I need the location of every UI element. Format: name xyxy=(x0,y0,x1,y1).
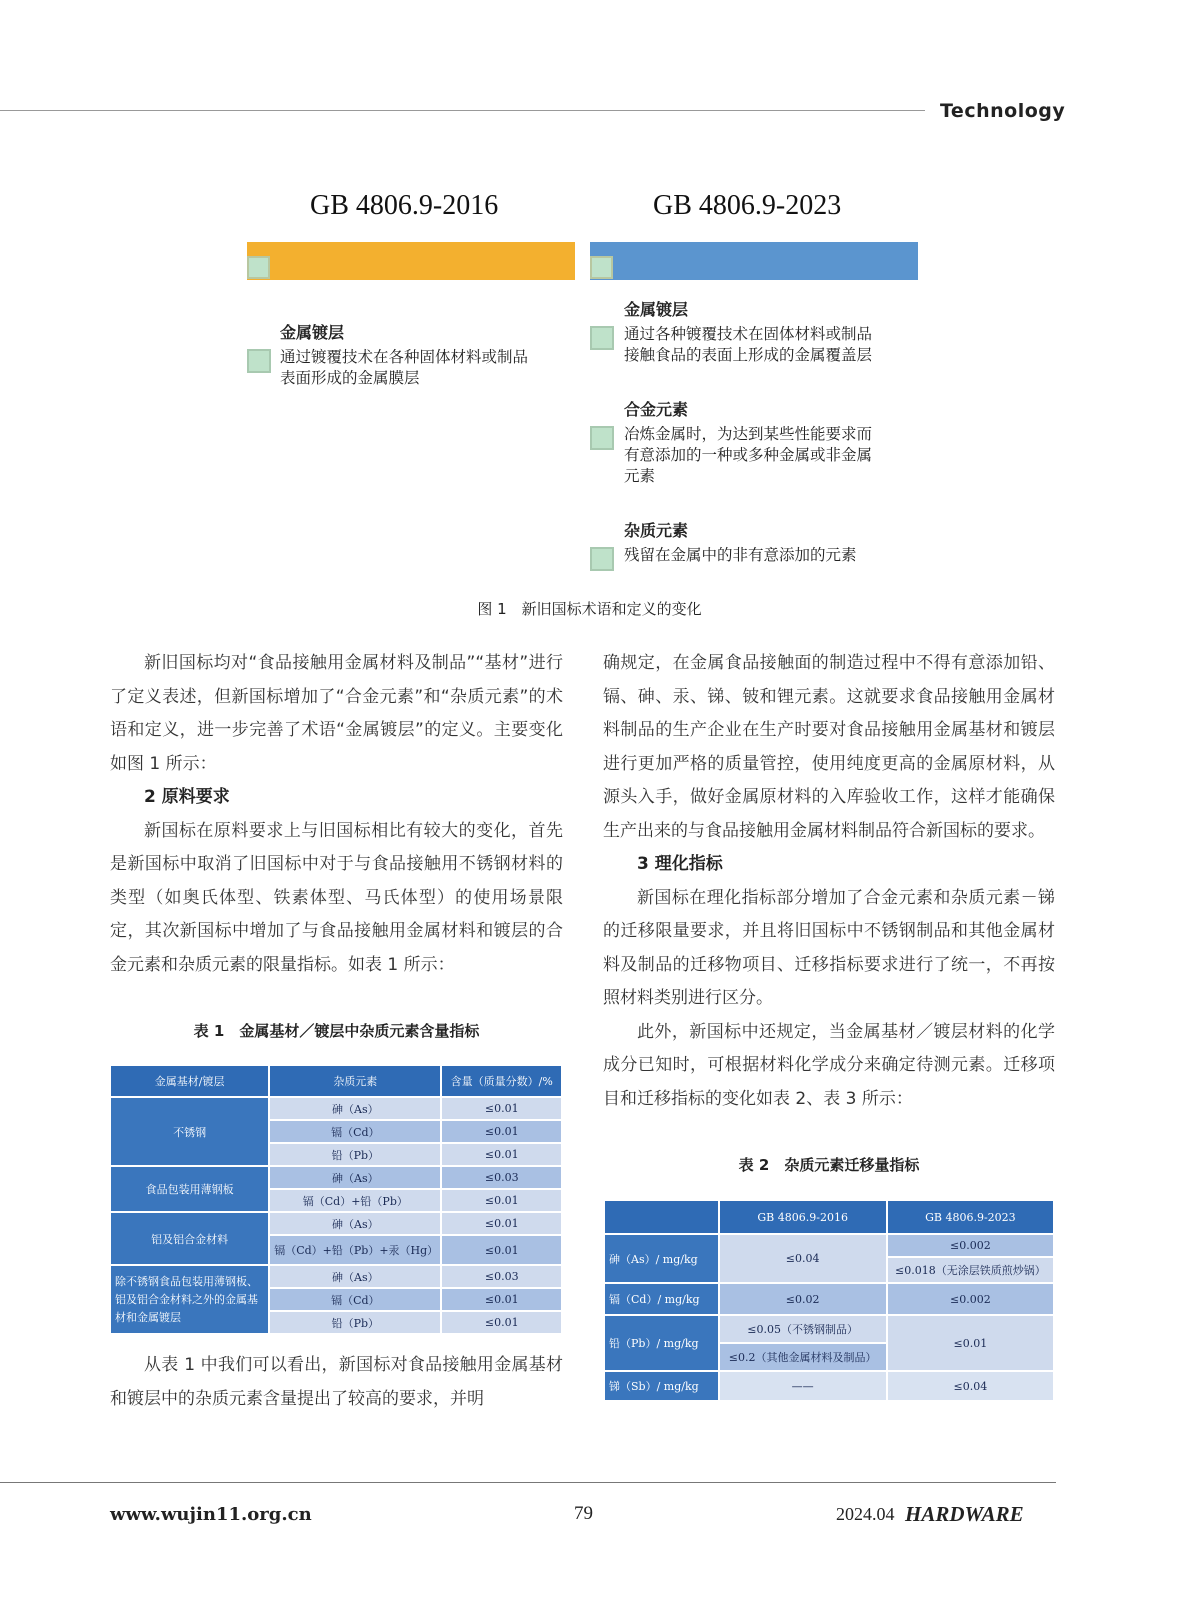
term-definition-line: 通过镀覆技术在各种固体材料或制品 xyxy=(280,348,529,366)
footer-rule xyxy=(0,1482,1056,1483)
table2-cell: ≤0.002 xyxy=(887,1283,1054,1315)
table1 xyxy=(109,1064,563,1335)
section-heading-2: 2 原料要求 xyxy=(144,787,230,807)
new-term-metal-coating xyxy=(590,297,872,366)
table1-cell: ≤0.01 xyxy=(441,1143,562,1166)
issue-date: 2024.04 xyxy=(836,1504,895,1524)
section-label: Technology xyxy=(940,100,1066,122)
term-definition-line: 元素 xyxy=(624,467,656,485)
section-heading-3: 3 理化指标 xyxy=(637,854,723,874)
table1-caption: 表 1 金属基材／镀层中杂质元素含量指标 xyxy=(193,1022,480,1040)
term-marker xyxy=(590,547,614,571)
table2-header: GB 4806.9-2023 xyxy=(887,1200,1054,1234)
table2-cell: ≤0.002 xyxy=(887,1234,1054,1257)
table1-header: 含量（质量分数）/% xyxy=(441,1065,562,1097)
table1-cell: 铅（Pb） xyxy=(269,1311,441,1334)
term-definition-line: 冶炼金属时，为达到某些性能要求而 xyxy=(624,425,873,443)
table1-header: 杂质元素 xyxy=(269,1065,441,1097)
term-title: 金属镀层 xyxy=(624,300,689,319)
header-rule xyxy=(0,110,925,111)
table2-cell: ≤0.04 xyxy=(887,1371,1054,1401)
term-definition-line: 有意添加的一种或多种金属或非金属 xyxy=(624,446,873,464)
table1-group-name: 食品包装用薄钢板 xyxy=(110,1166,269,1212)
table2-row-label: 锑（Sb）/ mg/kg xyxy=(604,1371,719,1401)
term-definition-line: 接触食品的表面上形成的金属覆盖层 xyxy=(624,346,873,364)
table2-row-label: 铅（Pb）/ mg/kg xyxy=(604,1315,719,1371)
term-marker xyxy=(247,349,271,373)
term-marker xyxy=(590,326,614,350)
term-title: 金属镀层 xyxy=(280,323,345,342)
term-definition-line: 表面形成的金属膜层 xyxy=(280,369,420,387)
table1-cell: 镉（Cd） xyxy=(269,1288,441,1311)
figure-caption: 图 1 新旧国标术语和定义的变化 xyxy=(477,600,702,618)
table2-row-label: 砷（As）/ mg/kg xyxy=(604,1234,719,1283)
table1-group-name: 不锈钢 xyxy=(110,1097,269,1166)
table1-cell: 砷（As） xyxy=(269,1265,441,1288)
table1-cell: ≤0.01 xyxy=(441,1288,562,1311)
table1-cell: 砷（As） xyxy=(269,1166,441,1189)
table1-cell: ≤0.01 xyxy=(441,1212,562,1235)
table1-cell: 镉（Cd）+铅（Pb）+汞（Hg） xyxy=(269,1235,441,1265)
table2-cell: —— xyxy=(719,1371,887,1401)
magazine-name: HARDWARE xyxy=(905,1502,1024,1526)
new-standard-title: GB 4806.9-2023 xyxy=(653,190,842,221)
table2-cell: ≤0.04 xyxy=(719,1234,887,1283)
table2-header xyxy=(604,1200,719,1234)
table2-cell: ≤0.018（无涂层铁质煎炒锅） xyxy=(887,1257,1054,1283)
table1-cell: ≤0.01 xyxy=(441,1120,562,1143)
paragraph: 从表 1 中我们可以看出，新国标对食品接触用金属基材和镀层中的杂质元素含量提出了较高的要求，并明 xyxy=(110,1355,563,1409)
old-bar-marker xyxy=(247,256,270,279)
term-title: 合金元素 xyxy=(624,400,689,419)
table1-cell: ≤0.03 xyxy=(441,1265,562,1288)
table1-cell: ≤0.01 xyxy=(441,1311,562,1334)
term-title: 杂质元素 xyxy=(624,521,689,540)
footer-website: www.wujin11.org.cn xyxy=(110,1504,312,1525)
old-standard-bar xyxy=(247,242,575,280)
table1-group-name: 除不锈钢食品包装用薄钢板、铝及铝合金材料之外的金属基材和金属镀层 xyxy=(110,1265,269,1334)
table2-row-label: 镉（Cd）/ mg/kg xyxy=(604,1283,719,1315)
table2-cell: ≤0.05（不锈钢制品） xyxy=(719,1315,887,1343)
table1-cell: ≤0.01 xyxy=(441,1235,562,1265)
new-term-impurity-element xyxy=(590,518,857,566)
table1-cell: 镉（Cd） xyxy=(269,1120,441,1143)
table2-cell: ≤0.01 xyxy=(887,1315,1054,1371)
paragraph: 新旧国标均对“食品接触用金属材料及制品”“基材”进行了定义表述，但新国标增加了“合金元素”和“杂质元素”的术语和定义，进一步完善了术语“金属镀层”的定义。主要变化如图 1 所示： xyxy=(110,653,563,774)
table1-cell: 砷（As） xyxy=(269,1212,441,1235)
paragraph: 新国标在理化指标部分增加了合金元素和杂质元素－锑的迁移限量要求，并且将旧国标中不锈钢制品和其他金属材料及制品的迁移物项目、迁移指标要求进行了统一，不再按照材料类别进行区分。 xyxy=(603,887,1055,1008)
table1-group-name: 铝及铝合金材料 xyxy=(110,1212,269,1265)
table2 xyxy=(603,1199,1055,1402)
table1-cell: ≤0.03 xyxy=(441,1166,562,1189)
left-column-top xyxy=(110,647,563,982)
paragraph: 新国标在原料要求上与旧国标相比有较大的变化，首先是新国标中取消了旧国标中对于与食品接触用不锈钢材料的类型（如奥氏体型、铁素体型、马氏体型）的使用场景限定，其次新国标中增加了与食品接触用金属材料和镀层的合金元素和杂质元素的限量指标。如表 1 所示： xyxy=(110,820,563,975)
table1-cell: 砷（As） xyxy=(269,1097,441,1120)
table1-cell: 镉（Cd）+铅（Pb） xyxy=(269,1189,441,1212)
term-marker xyxy=(590,426,614,450)
paragraph: 此外，新国标中还规定，当金属基材／镀层材料的化学成分已知时，可根据材料化学成分来确定待测元素。迁移项目和迁移指标的变化如表 2、表 3 所示： xyxy=(603,1021,1055,1109)
new-standard-bar xyxy=(590,242,918,280)
term-definition-line: 通过各种镀覆技术在固体材料或制品 xyxy=(624,325,873,343)
new-term-alloy-element xyxy=(590,397,872,487)
left-column-bottom xyxy=(110,1349,563,1416)
right-column xyxy=(603,647,1055,1116)
page-number: 79 xyxy=(574,1503,593,1524)
table2-cell: ≤0.02 xyxy=(719,1283,887,1315)
table2-cell: ≤0.2（其他金属材料及制品） xyxy=(719,1343,887,1371)
table2-caption: 表 2 杂质元素迁移量指标 xyxy=(738,1156,920,1174)
table2-header: GB 4806.9-2016 xyxy=(719,1200,887,1234)
new-bar-marker xyxy=(590,256,613,279)
table1-cell: ≤0.01 xyxy=(441,1097,562,1120)
table1-cell: 铅（Pb） xyxy=(269,1143,441,1166)
table1-cell: ≤0.01 xyxy=(441,1189,562,1212)
table1-header: 金属基材/镀层 xyxy=(110,1065,269,1097)
old-standard-title: GB 4806.9-2016 xyxy=(310,190,499,221)
term-definition-line: 残留在金属中的非有意添加的元素 xyxy=(624,546,857,564)
old-term-metal-coating xyxy=(247,320,528,389)
paragraph: 确规定，在金属食品接触面的制造过程中不得有意添加铅、镉、砷、汞、锑、铍和锂元素。这就要求食品接触用金属材料制品的生产企业在生产时要对食品接触用金属基材和镀层进行更加严格的质量管控，使用纯度更高的金属原材料，从源头入手，做好金属原材料的入库验收工作，这样才能确保生产出来的与食品接触用金属材料制品符合新国标的要求。 xyxy=(603,653,1055,841)
